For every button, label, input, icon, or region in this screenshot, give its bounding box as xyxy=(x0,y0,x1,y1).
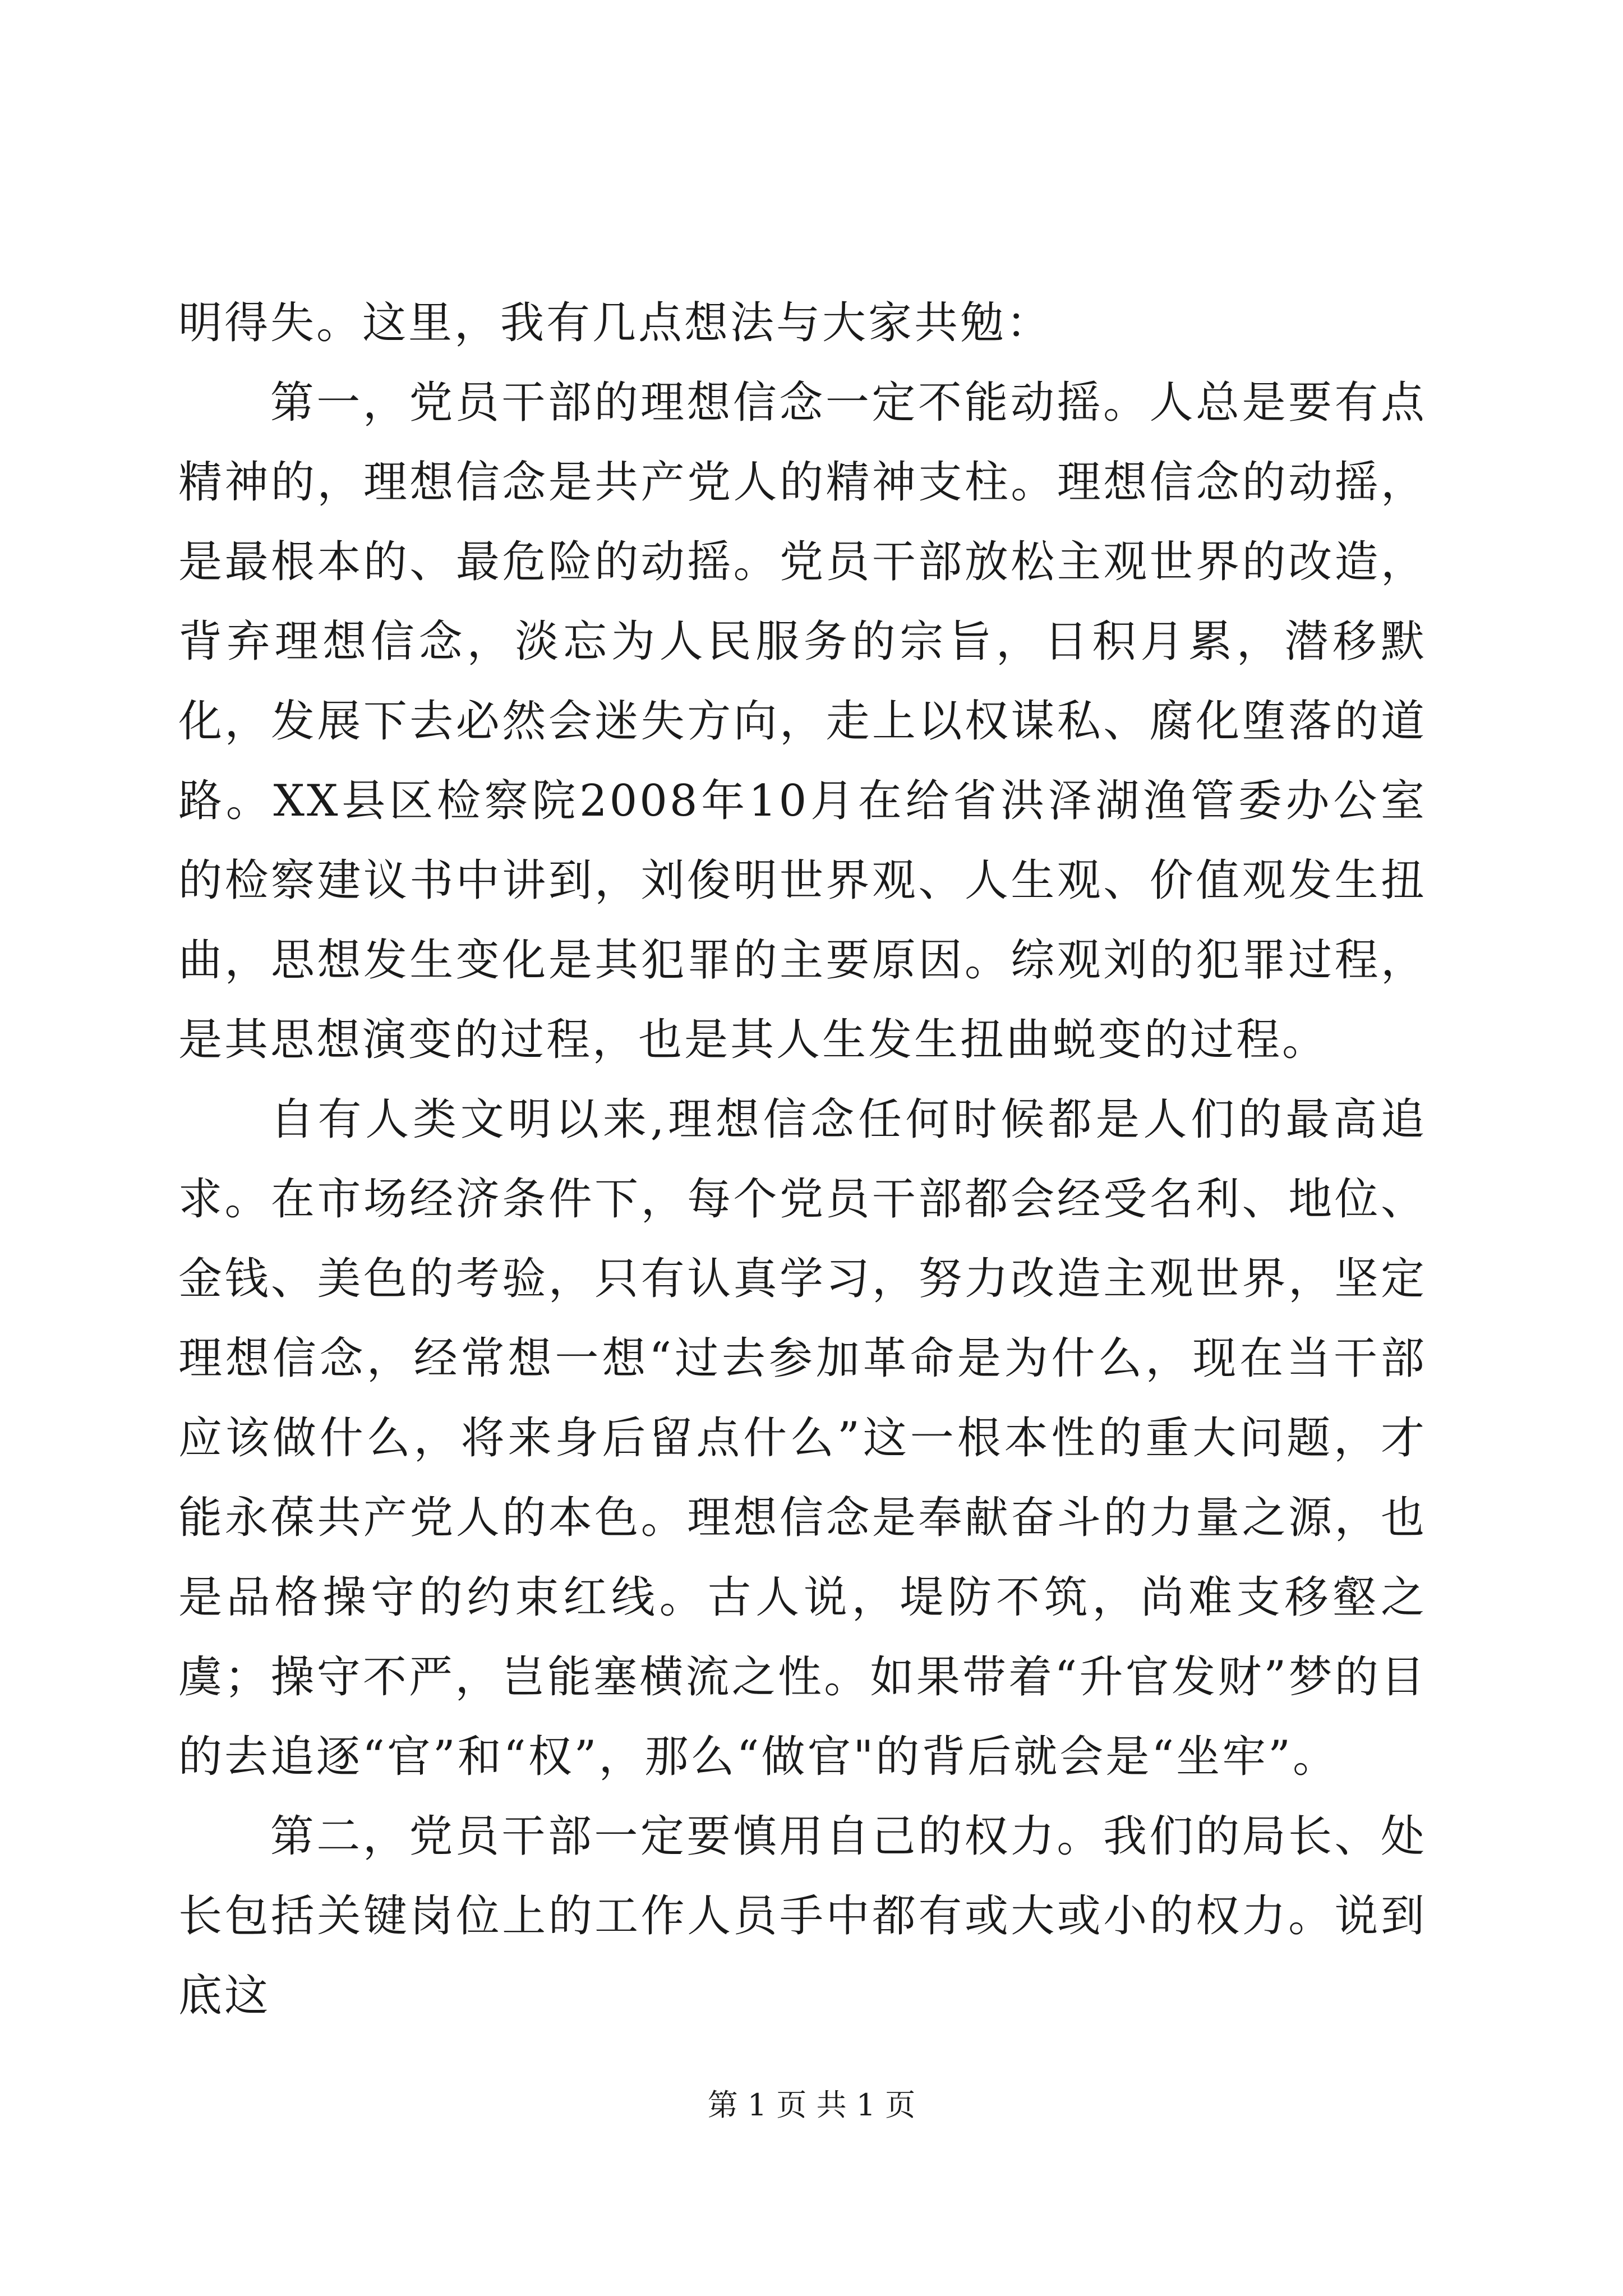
paragraph-continuation: 明得失。这里，我有几点想法与大家共勉： xyxy=(178,298,1053,348)
page-number-label: 第 1 页 共 1 页 xyxy=(707,2087,916,2123)
paragraph-first-point: 第一，党员干部的理想信念一定不能动摇。人总是要有点精神的，理想信念是共产党人的精神支柱。理想信念的动摇，是最根本的、最危险的动摇。党员干部放松主观世界的改造，背弃理想信念，淡忘为人民服务的宗旨，日积月累，潜移默化，发展下去必然会迷失方向，走上以权谋私、腐化堕落的道路。XX县区检察院2008年10月在给省洪泽湖渔管委办公室的检察建议书中讲到，刘俊明世界观、人生观、价值观发生扭曲，思想发生变化是其犯罪的主要原因。综观刘的犯罪过程，是其思想演变的过程，也是其人生发生扭曲蜕变的过程。 xyxy=(178,378,1427,1065)
document-body xyxy=(178,283,1427,2036)
paragraph-ideals-beliefs: 自有人类文明以来,理想信念任何时候都是人们的最高追求。在市场经济条件下，每个党员干部都会经受名利、地位、金钱、美色的考验，只有认真学习，努力改造主观世界，坚定理想信念，经常想一想“过去参加革命是为什么，现在当干部应该做什么，将来身后留点什么”这一根本性的重大问题，才能永葆共产党人的本色。理想信念是奉献奋斗的力量之源，也是品格操守的约束红线。古人说，堤防不筑，尚难支移壑之虞；操守不严，岂能塞横流之性。如果带着“升官发财”梦的目的去追逐“官”和“权”，那么“做官"的背后就会是“坐牢”。 xyxy=(178,1094,1427,1782)
page-footer xyxy=(0,2086,1623,2125)
paragraph-second-point: 第二，党员干部一定要慎用自己的权力。我们的局长、处长包括关键岗位上的工作人员手中都有或大或小的权力。说到底这 xyxy=(178,1811,1427,2021)
